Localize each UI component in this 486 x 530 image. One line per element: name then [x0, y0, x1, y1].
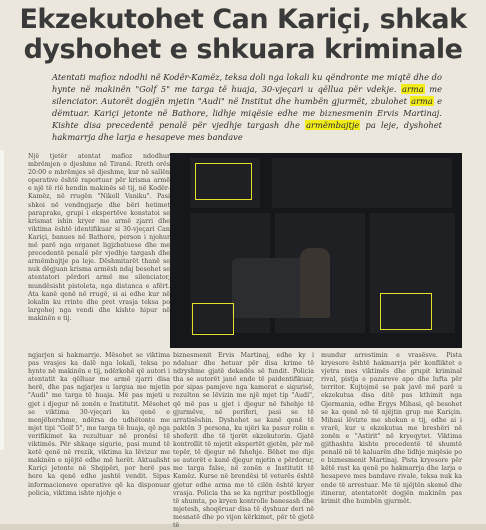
highlight-box: [192, 303, 234, 335]
page-edge: [0, 150, 4, 450]
lead-text: pa leje, dyshohet hakmarrja dhe larja e hesapeve mes bandave: [52, 120, 442, 142]
highlight-box: [195, 163, 252, 200]
highlighted-term: arma: [411, 96, 433, 106]
article-column-1-continued: ngjarjen si hakmarrje. Mësohet se viktima pas vrasjes ka dalë nga lokali, teksa po hynte në makinën e tij, ndërkohë që autori i atentatit ka qëlluar me armë zjarri disa herë, dhe pas ngjarjes u largua me mjetin "Audi" me targa të huaja. Më pas mjeti u gjet i djegur në zonën e Institutit. Mësohet se viktima 30-vjeçari ka qenë e menjëhershme, ndërsa do udhëtonte me mjet tipi "Golf 5", me targa të huaja, që nga verifikimet ka rezultuar në pronësi të viktimës. Për shkaqe sigurie, pasi mund të ketë qenë në rrezik, viktima ka lëvizur me makinën e njëjtë edhe më herët. Aktualisht Kariçi jetonte në Shqipëri, por herë pas here ka qenë edhe jashtë vendit. Sipas informacioneve operative që ka disponuar policia, viktima ishte njohje e: [28, 352, 170, 497]
person-silhouette: [300, 248, 330, 318]
headline: Ekzekutohet Can Kariçi, shkak dyshohet e shkuara kriminale: [19, 4, 467, 65]
photo-panel: [272, 158, 452, 208]
article-column-3: mundur arrestimin e vrasësve. Pista kryesore është hakmarrja për konfliktet e vjetra mes viktimës dhe grupit kriminal rival, pistja e pazareve apo dhe lufta për territor. Kujtojmë se pak javë më parë u ekzekutua disa ditë pas kthimit nga Gjermania, edhe Ergys Mihasi, që besohet se ka qenë në të njëjtin grup me Kariçin. Mihasi lëvizte me shokun e tij, edhe ai i vrarë, kur u ekzekutua me breshëri në zonën e "Astirit" në kryeqytet. Viktima gjithashtu kishte precedentë të shumtë penalë në të kaluarën dhe lidhje miqësie po e biznesmenit Martinaj. Pista kryesore për këtë rast ka qenë po hakmarrja dhe larja e hesapeve mes bandave rivale, teksa nuk ka ende të arrestuar. Me të njëjtën skemë dhe itinerar, atentatorët dogjën makinën pas krimit dhe humbën gjurmët.: [321, 352, 462, 505]
highlighted-term: arma: [402, 84, 424, 94]
article-column-2: biznesmenit Ervis Martinaj, edhe ky i ndaluar dhe hetuar për disa krime të ndryshme gjatë dekadës së fundit. Policia tha se autorët janë ende të paidentifikuar, por sipas pamjeve nga kamerat e sigurisë, rezulton se lëvizin me një mjet tip "Audi", që më pas u gjet i djegur në fshehje të gjurmëve, në periferi, pasi se të arratisëshin. Dyshohet se kanë qenë të paktën 3 persona, ku njëri ka pasur rolin e shoferit dhe të tjerët ekzekutorin. Gjatë kontrollit të mjetit ekspertët gjetën, për më tepër, të djegur në fshehje. Bëhet me dije se autorët e kanë djegur mjetin e përdorur, me targa false, në zonën e Institutit të Kamëz. Kurse në brendësi të veturës është gjetur edhe arma me të cilën është kryer vrasja. Policia tha se ka ngritur postbllogje të shumta, po kryen kontrolle banesash dhe mjetesh, shoqëruar disa të dyshuar deri në mesnatë dhe po vijon kërkimet, për të gjetë të: [173, 352, 314, 529]
lead-paragraph: [52, 71, 442, 143]
highlight-box: [380, 293, 432, 330]
lead-text: Atentati mafioz ndodhi në Kodër-Kamëz, teksa doli nga lokali ku qëndronte me miqtë dhe do hynte në makinën "Golf 5" me targa të huaja, 30-vjeçari u qëllua për vdekje.: [52, 72, 442, 94]
highlighted-term: armëmbajtje: [306, 120, 360, 130]
lead-text: e dëmtuar. Kariçi jetonte në Bathore, lidhje miqësie edhe me biznesmenin Ervis Martinaj. Kishte disa precedentë penalë për vjedhje targash dhe: [52, 96, 442, 130]
cctv-photo-collage: [170, 153, 462, 348]
lead-text: me silenciator. Autorët dogjën mjetin "Audi" në Institut dhe humbën gjurmët, zbulohet: [52, 84, 442, 106]
article-column-1: Një tjetër atentat mafioz ndodhur mbrëmjen e djeshme në Tiranë. Rreth orës 20:00 e mbrëmjes së djeshme, kur në sallën operative është raportuar për krisma armë e një të rië hendin makinës së tij, në Kodër-Kamëz, në rrugën "Nikoll Vaniku". Pasi shkoi në vendngjarje dhe bëri hetimet paraprake, grupi i ekspertëve konstatoi se krismat ishin kryer me armë zjarri dhe viktima është identifikuar si 30-vjeçari Can Kariçi, banues në Bathore, person i njohur më parë nga organet ligjzbatuese dhe me precedentë penalë për vjedhje targash dhe armëmbajtje pa leje. Dëshmitarët thanë se nuk dëgjuan krisma armësh ndaj besohet se atentatori përdori armë me silenciator, mundësisht pistoleta, nga distanca e afërt. Ata kanë qenë në rrugë, si ai edhe kur në lokalin ku rrinte dhe pret vrasja teksa po largohej nga vendi dhe kishte hipur në makinën e tij.: [28, 153, 170, 322]
